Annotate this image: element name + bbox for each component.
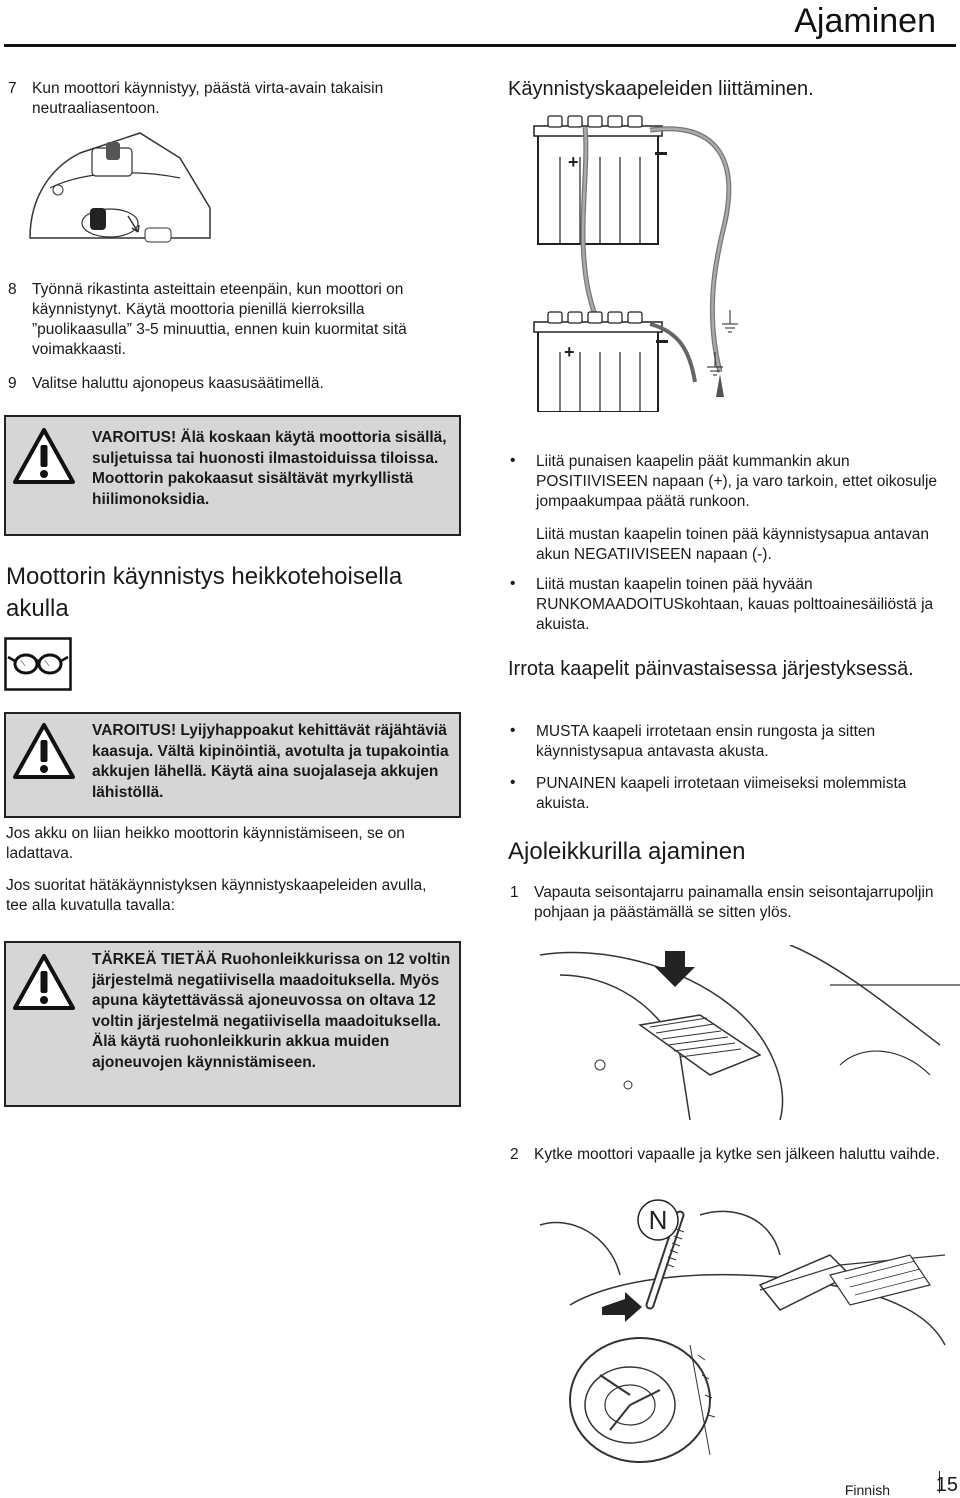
bullet-disconnect-black — [510, 722, 955, 762]
footer-language: Finnish — [844, 1482, 890, 1498]
gear-lever-figure — [530, 1195, 950, 1473]
bullet-text: Liitä punaisen kaapelin päät kummankin akun POSITIIVISEEN napaan (+), ja varo tarkoin, ettet oikosulje jompaakumpaa päätä runkoon. — [536, 453, 938, 510]
parking-brake-pedal-figure — [540, 945, 960, 1125]
step-2 — [510, 1145, 955, 1165]
warning-text: VAROITUS! Älä koskaan käytä moottoria sisällä, suljetuissa tai huonosti ilmastoiduissa tiloissa. Moottorin pakokaasut sisältävät myrkyllistä hiilimonoksidia. — [92, 429, 447, 508]
warning-box-battery-gases — [4, 712, 461, 818]
jump-cable-batteries-figure — [530, 112, 760, 412]
step-9 — [8, 374, 448, 394]
bullet-text: Liitä mustan kaapelin toinen pää hyvään RUNKOMAADOITUSkohtaan, kauas polttoainesäiliöstä ja akuista. — [536, 576, 934, 633]
bullet-connect-ground — [510, 575, 955, 635]
bullet-dot: • — [510, 774, 516, 791]
bullet-text: MUSTA kaapeli irrotetaan ensin rungosta ja sitten käynnistysapua antavasta akusta. — [536, 723, 876, 760]
warning-triangle-icon — [12, 953, 76, 1011]
important-text: TÄRKEÄ TIETÄÄ Ruohonleikkurissa on 12 voltin järjestelmä negatiivisella maadoituksella. Myös apuna käytettävässä ajoneuvossa on oltava 12 voltin järjestelmä negatiivisella maadoituksella. Älä käytä ruohonleikkurin akkua muiden ajoneuvojen käynnistämiseen. — [92, 951, 451, 1071]
header-rule — [4, 44, 956, 47]
bullet-dot: • — [510, 452, 516, 469]
bullet-dot: • — [510, 722, 516, 739]
step-number: 2 — [510, 1146, 519, 1163]
warning-text: VAROITUS! Lyijyhappoakut kehittävät räjähtäviä kaasuja. Vältä kipinöintiä, avotulta ja tupakointia akkujen lähellä. Käytä aina suojalaseja akkujen lähistöllä. — [92, 722, 449, 801]
bullet-connect-negative — [510, 525, 955, 565]
step-8 — [8, 280, 448, 360]
ignition-key-figure — [20, 128, 220, 253]
step-text: Valitse haluttu ajonopeus kaasusäätimellä. — [32, 375, 324, 392]
section-title-driving: Ajoleikkurilla ajaminen — [508, 838, 746, 865]
bullet-disconnect-red — [510, 774, 955, 814]
page-header-title: Ajaminen — [794, 2, 936, 40]
bullet-dot: • — [510, 575, 516, 592]
important-box-12v-system — [4, 941, 461, 1107]
step-number: 8 — [8, 281, 17, 298]
title-disconnect: Irrota kaapelit päinvastaisessa järjestyksessä. — [508, 658, 914, 680]
title-jump-cables: Käynnistyskaapeleiden liittäminen. — [508, 78, 814, 100]
paragraph-battery-weak: Jos akku on liian heikko moottorin käynnistämiseen, se on ladattava. — [6, 825, 405, 862]
step-text: Vapauta seisontajarru painamalla ensin seisontajarrupoljin pohjaan ja päästämällä se sitten ylös. — [534, 884, 934, 921]
step-number: 1 — [510, 884, 519, 901]
step-7 — [8, 79, 448, 119]
warning-box-exhaust — [4, 415, 461, 536]
footer-page-number: 15 — [935, 1474, 958, 1496]
svg-text:+: + — [564, 342, 575, 362]
bullet-text: PUNAINEN kaapeli irrotetaan viimeiseksi molemmista akuista. — [536, 775, 907, 812]
paragraph-jump-start: Jos suoritat hätäkäynnistyksen käynnistyskaapeleiden avulla, tee alla kuvatulla tavalla: — [6, 877, 427, 914]
step-number: 7 — [8, 80, 17, 97]
bullet-connect-positive — [510, 452, 955, 512]
section-title-weak-battery: Moottorin käynnistys heikkotehoisella akulla — [6, 563, 403, 622]
step-1 — [510, 883, 955, 923]
step-number: 9 — [8, 375, 17, 392]
step-text: Kytke moottori vapaalle ja kytke sen jälkeen haluttu vaihde. — [534, 1146, 940, 1163]
gear-neutral-label: N — [648, 1205, 668, 1235]
warning-triangle-icon — [12, 427, 76, 485]
safety-goggles-icon — [4, 637, 72, 691]
warning-triangle-icon — [12, 722, 76, 780]
svg-text:+: + — [568, 152, 579, 172]
step-text: Työnnä rikastinta asteittain eteenpäin, kun moottori on käynnistynyt. Käytä moottoria pienillä kierroksilla ”puolikaasulla” 3-5 minuuttia, ennen kuin kuormitat sitä voimakkaasti. — [32, 281, 407, 358]
step-text: Kun moottori käynnistyy, päästä virta-avain takaisin neutraaliasentoon. — [32, 80, 384, 117]
bullet-text: Liitä mustan kaapelin toinen pää käynnistysapua antavan akun NEGATIIVISEEN napaan (-). — [536, 526, 929, 563]
